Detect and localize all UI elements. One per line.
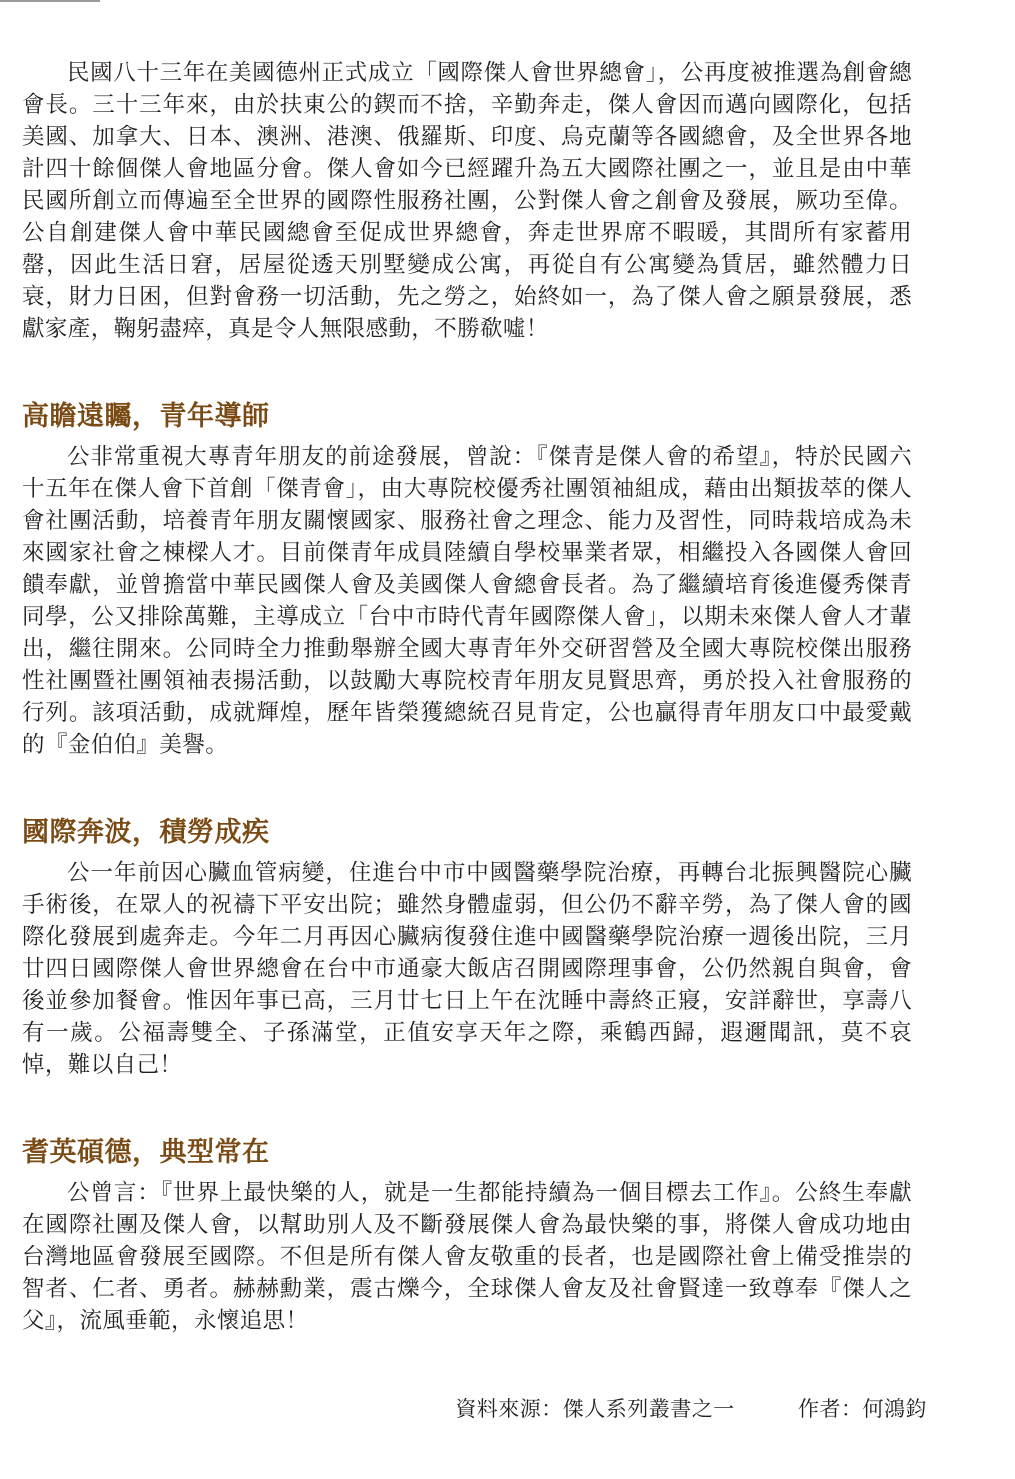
- source-attribution: [455, 1394, 927, 1424]
- top-rule: [0, 0, 100, 2]
- section-heading: 國際奔波，積勞成疾: [22, 817, 270, 848]
- section-legacy: [22, 1133, 912, 1337]
- section-paragraph: 公非常重視大專青年朋友的前途發展，曾說：『傑青是傑人會的希望』，特於民國六十五年在傑人會下首創「傑青會」，由大專院校優秀社團領袖組成，藉由出類拔萃的傑人會社團活動，培養青年朋友關懷國家、服務社會之理念、能力及習性，同時栽培成為未來國家社會之棟樑人才。目前傑青年成員陸續自學校畢業者眾，相繼投入各國傑人會回饋奉獻，並曾擔當中華民國傑人會及美國傑人會總會長者。為了繼續培育後進優秀傑青同學，公又排除萬難，主導成立「台中市時代青年國際傑人會」，以期未來傑人會人才輩出，繼往開來。公同時全力推動舉辦全國大專青年外交研習營及全國大專院校傑出服務性社團暨社團領袖表揚活動，以鼓勵大專院校青年朋友見賢思齊，勇於投入社會服務的行列。該項活動，成就輝煌，歷年皆榮獲總統召見肯定，公也贏得青年朋友口中最愛戴的『金伯伯』美譽。: [22, 444, 912, 758]
- section-youth-mentor: [22, 397, 912, 761]
- section-paragraph: 公曾言：『世界上最快樂的人，就是一生都能持續為一個目標去工作』。公終生奉獻在國際社團及傑人會，以幫助別人及不斷發展傑人會為最快樂的事，將傑人會成功地由台灣地區會發展至國際。不但是所有傑人會友敬重的長者，也是國際社會上備受推崇的智者、仁者、勇者。赫赫勳業，震古爍今，全球傑人會友及社會賢達一致尊奉『傑人之父』，流風垂範，永懷追思！: [22, 1180, 912, 1334]
- section-heading: 高瞻遠矚，青年導師: [22, 401, 270, 432]
- article-body: [22, 57, 912, 1337]
- section-international-travel: [22, 813, 912, 1081]
- author-text: 作者：何鴻鈞: [798, 1397, 927, 1421]
- section-heading: 耆英碩德，典型常在: [22, 1137, 270, 1168]
- section-paragraph: 公一年前因心臟血管病變，住進台中市中國醫藥學院治療，再轉台北振興醫院心臟手術後，在眾人的祝禱下平安出院；雖然身體虛弱，但公仍不辭辛勞，為了傑人會的國際化發展到處奔走。今年二月再因心臟病復發住進中國醫藥學院治療一週後出院，三月廿四日國際傑人會世界總會在台中市通豪大飯店召開國際理事會，公仍然親自與會，會後並參加餐會。惟因年事已高，三月廿七日上午在沈睡中壽終正寢，安詳辭世，享壽八有一歲。公福壽雙全、子孫滿堂，正值安享天年之際，乘鶴西歸，遐邇聞訊，莫不哀悼，難以自己！: [22, 860, 912, 1078]
- intro-paragraph: 民國八十三年在美國德州正式成立「國際傑人會世界總會」，公再度被推選為創會總會長。三十三年來，由於扶東公的鍥而不捨，辛勤奔走，傑人會因而邁向國際化，包括美國、加拿大、日本、澳洲、港澳、俄羅斯、印度、烏克蘭等各國總會，及全世界各地計四十餘個傑人會地區分會。傑人會如今已經躍升為五大國際社團之一，並且是由中華民國所創立而傳遍至全世界的國際性服務社團，公對傑人會之創會及發展，厥功至偉。公自創建傑人會中華民國總會至促成世界總會，奔走世界席不暇暖，其間所有家蓄用罄，因此生活日窘，居屋從透天別墅變成公寓，再從自有公寓變為賃居，雖然體力日衰，財力日困，但對會務一切活動，先之勞之，始終如一，為了傑人會之願景發展，悉獻家產，鞠躬盡瘁，真是令人無限感動，不勝欷噓！: [22, 60, 912, 342]
- source-text: 資料來源：傑人系列叢書之一: [455, 1397, 735, 1421]
